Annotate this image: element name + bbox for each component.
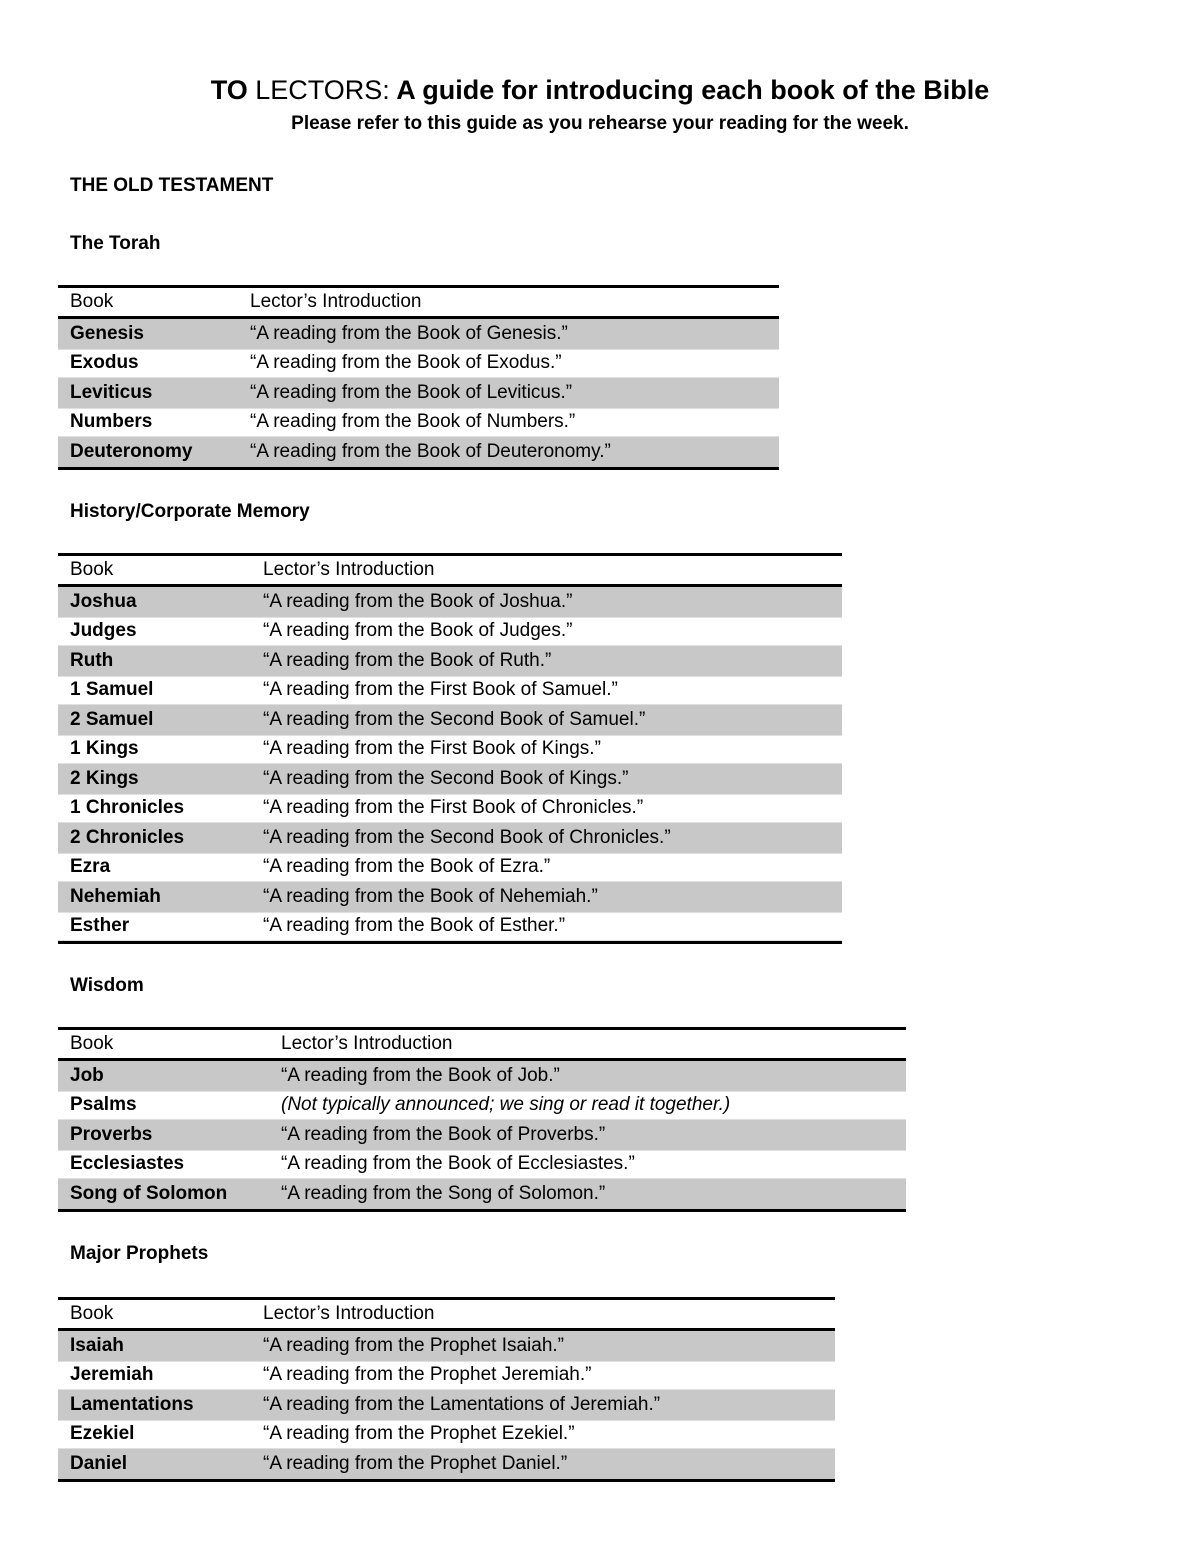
- book-name: Nehemiah: [70, 885, 161, 907]
- book-intro: “A reading from the First Book of Samuel.”: [263, 679, 618, 701]
- table-row: [58, 378, 779, 408]
- book-name: Isaiah: [70, 1334, 124, 1356]
- table-row: [58, 1390, 835, 1420]
- book-intro: “A reading from the Book of Exodus.”: [250, 352, 562, 374]
- section-heading-major-prophets: Major Prophets: [70, 1243, 209, 1264]
- book-name: Jeremiah: [70, 1364, 154, 1386]
- table-row: [58, 1361, 835, 1391]
- book-name: 2 Chronicles: [70, 826, 185, 848]
- table-row: [58, 1061, 906, 1091]
- header-intro: Lector’s Introduction: [263, 1303, 435, 1324]
- header-book: Book: [70, 1033, 114, 1054]
- book-intro: “A reading from the Prophet Isaiah.”: [263, 1334, 564, 1356]
- section-heading-history: History/Corporate Memory: [70, 501, 310, 522]
- table-row: [58, 823, 842, 853]
- table-row: [58, 408, 779, 438]
- book-intro: “A reading from the Song of Solomon.”: [281, 1182, 606, 1204]
- table-row: [58, 617, 842, 647]
- section-heading-torah: The Torah: [70, 233, 161, 254]
- book-intro: “A reading from the Book of Joshua.”: [263, 590, 573, 612]
- title-lectors: LECTORS:: [247, 75, 390, 105]
- section-heading-wisdom: Wisdom: [70, 975, 144, 996]
- book-name: Proverbs: [70, 1123, 153, 1145]
- book-name: Song of Solomon: [70, 1182, 228, 1204]
- book-name: Leviticus: [70, 381, 153, 403]
- book-intro: “A reading from the First Book of Kings.”: [263, 738, 601, 760]
- table-row: [58, 676, 842, 706]
- table-wisdom: [58, 1027, 906, 1212]
- book-name: 1 Samuel: [70, 679, 154, 701]
- table-row: [58, 1449, 835, 1479]
- testament-heading: THE OLD TESTAMENT: [70, 175, 274, 196]
- table-row: [58, 1120, 906, 1150]
- header-intro: Lector’s Introduction: [250, 291, 422, 312]
- book-name: Ruth: [70, 649, 114, 671]
- book-name: Genesis: [70, 322, 144, 344]
- table-row: [58, 646, 842, 676]
- table-row: [58, 319, 779, 349]
- book-intro: “A reading from the Book of Ruth.”: [263, 649, 552, 671]
- title-rest: A guide for introducing each book of the Bible: [389, 75, 990, 105]
- book-intro: “A reading from the Book of Proverbs.”: [281, 1123, 606, 1145]
- table-row: [58, 349, 779, 379]
- book-intro: (Not typically announced; we sing or read it together.): [281, 1094, 731, 1116]
- book-name: Ezekiel: [70, 1423, 135, 1445]
- book-intro: “A reading from the Second Book of Samuel.”: [263, 708, 646, 730]
- table-row: [58, 1091, 906, 1121]
- book-intro: “A reading from the Book of Nehemiah.”: [263, 885, 598, 907]
- book-name: Psalms: [70, 1094, 137, 1116]
- book-intro: “A reading from the Book of Ecclesiastes.”: [281, 1153, 635, 1175]
- book-name: Ezra: [70, 856, 111, 878]
- header-intro: Lector’s Introduction: [281, 1033, 453, 1054]
- page-subtitle: Please refer to this guide as you rehearse your reading for the week.: [291, 113, 909, 134]
- header-intro: Lector’s Introduction: [263, 559, 435, 580]
- table-row: [58, 1150, 906, 1180]
- table-row: [58, 853, 842, 883]
- header-book: Book: [70, 1303, 114, 1324]
- book-name: Numbers: [70, 411, 153, 433]
- book-name: 1 Kings: [70, 738, 139, 760]
- book-intro: “A reading from the Second Book of Kings.”: [263, 767, 629, 789]
- table-row: [58, 1420, 835, 1450]
- table-row: [58, 1331, 835, 1361]
- book-name: 1 Chronicles: [70, 797, 185, 819]
- header-book: Book: [70, 559, 114, 580]
- book-name: Judges: [70, 620, 137, 642]
- table-row: [58, 705, 842, 735]
- book-intro: “A reading from the Book of Deuteronomy.”: [250, 440, 611, 462]
- book-name: Joshua: [70, 590, 137, 612]
- book-name: Daniel: [70, 1452, 128, 1474]
- table-row: [58, 882, 842, 912]
- table-row: [58, 764, 842, 794]
- book-intro: “A reading from the Book of Leviticus.”: [250, 381, 573, 403]
- table-header: [58, 1030, 906, 1061]
- table-header: [58, 288, 779, 319]
- book-name: 2 Kings: [70, 767, 139, 789]
- book-intro: “A reading from the Book of Job.”: [281, 1064, 560, 1086]
- book-intro: “A reading from the Book of Judges.”: [263, 620, 573, 642]
- book-intro: “A reading from the Prophet Daniel.”: [263, 1452, 568, 1474]
- book-name: Exodus: [70, 352, 139, 374]
- book-intro: “A reading from the Book of Genesis.”: [250, 322, 568, 344]
- book-intro: “A reading from the Prophet Ezekiel.”: [263, 1423, 575, 1445]
- book-intro: “A reading from the Book of Numbers.”: [250, 411, 576, 433]
- book-name: Deuteronomy: [70, 440, 193, 462]
- book-intro: “A reading from the First Book of Chronicles.”: [263, 797, 644, 819]
- book-name: Ecclesiastes: [70, 1153, 185, 1175]
- table-row: [58, 1179, 906, 1209]
- table-row: [58, 735, 842, 765]
- table-row: [58, 587, 842, 617]
- table-row: [58, 912, 842, 942]
- book-intro: “A reading from the Book of Esther.”: [263, 915, 566, 937]
- book-name: 2 Samuel: [70, 708, 154, 730]
- book-intro: “A reading from the Book of Ezra.”: [263, 856, 551, 878]
- table-row: [58, 437, 779, 467]
- table-torah: [58, 285, 779, 470]
- table-major-prophets: [58, 1297, 835, 1482]
- book-name: Job: [70, 1064, 104, 1086]
- table-row: [58, 794, 842, 824]
- table-header: [58, 556, 842, 587]
- header-book: Book: [70, 291, 114, 312]
- page-title: [0, 72, 1200, 108]
- title-prefix: TO: [210, 75, 248, 105]
- book-intro: “A reading from the Prophet Jeremiah.”: [263, 1364, 592, 1386]
- table-header: [58, 1300, 835, 1331]
- book-intro: “A reading from the Lamentations of Jeremiah.”: [263, 1393, 661, 1415]
- book-name: Esther: [70, 915, 130, 937]
- table-history: [58, 553, 842, 944]
- book-name: Lamentations: [70, 1393, 194, 1415]
- book-intro: “A reading from the Second Book of Chronicles.”: [263, 826, 671, 848]
